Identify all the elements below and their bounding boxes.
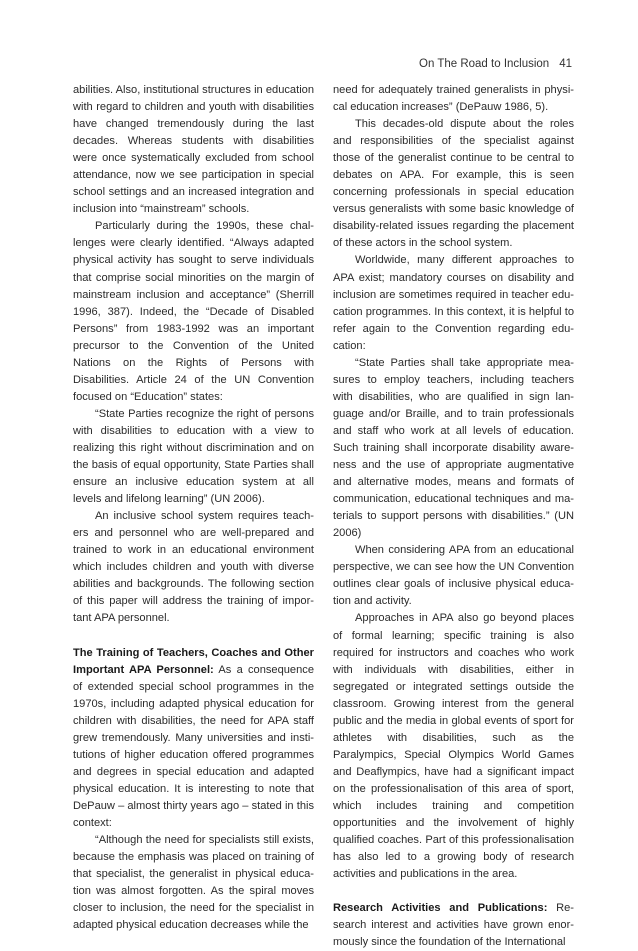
section-paragraph [333,900,574,951]
section-heading: The Training of Teachers, Coaches and Other Important APA Personnel: [73,646,314,676]
block-quote: “State Parties shall take appropriate measures to employ teachers, including teachers with disabilities, who are qualified in sign language and/or Braille, and to train professionals and staff who work at all levels of education. Such training shall incorporate disability awareness and the use of appropriate augmentative and alternative modes, means and formats of communication, educational techniques and materials to support persons with disabilities.” (UN 2006) [333,356,574,540]
block-quote: “State Parties recognize the right of persons with disabilities to education with a view to realizing this right without discrimination and on the basis of equal opportunity, State Parties shall ensure an inclusive education system at all levels and lifelong learning” (UN 2006). [73,407,314,506]
paragraph: abilities. Also, institutional structures in education with regard to children and youth with disabilities have changed tremendously during the last decades. Whereas students with disabilities were once systematically excluded from school attendance, now we see participation in special school settings and an increased integration and inclusion into “mainstream” schools. [73,84,314,216]
paragraph: When considering APA from an educational perspective, we can see how the UN Convention outlines clear goals of inclusive physical education and activity. [333,544,574,608]
section-heading: Research Activities and Publications: [333,902,548,915]
paragraph: Approaches in APA also go beyond places of formal learning; specific training is also required for instructors and coaches who work with individuals with disabilities, either in segregated or integrated settings outside the classroom. Growing interest from the general public and the media in global events of sport for athletes with disabilities, such as the Paralympics, Special Olympics World Games and Deaflympics, have had a significant impact on the professionalisation of this area of sport, which includes training and competition opportunities and the involvement of highly qualified coaches. Part of this professionalisation has also led to a growing body of research activities and publications in the area. [333,612,574,881]
paragraph: Worldwide, many different approaches to APA exist; mandatory courses on disability and inclusion are sometimes required in teacher education programmes. In this context, it is helpful to refer again to the Convention regarding education: [333,254,574,352]
paragraph: Particularly during the 1990s, these challenges were clearly identified. “Always adapted physical activity has sought to serve individuals that comprise social minorities on the margin of mainstream inclusion and acceptance” (Sherrill 1996, 387). Indeed, the “Decade of Disabled Persons” from 1983-1992 was an important precursor to the Convention of the United Nations on the Rights of Persons with Disabilities. Article 24 of the UN Convention focused on “Education” states: [73,220,314,403]
section-text: As a consequence of extended special school programmes in the 1970s, including adapted physical education for children with disabilities, the need for APA staff grew tremendously. Many universities and institutions of higher education offered programmes and degrees in special education and adapted physical education. It is interesting to note that DePauw – almost thirty years ago – stated in this context: [73,663,314,829]
page-number: 41 [559,58,572,70]
paragraph: This decades-old dispute about the roles and responsibilities of the specialist against those of the generalist continue to be central to debates on APA. For example, this is seen concerning professionals in special education versus generalists with some basic knowledge of disability-related issues regarding the placement of these actors in the school system. [333,118,574,250]
paragraph: need for adequately trained generalists in physical education increases” (DePauw 1986, 5). [333,84,574,114]
left-column [73,82,314,934]
running-header [419,58,572,70]
paragraph: An inclusive school system requires teachers and personnel who are well-prepared and trained to work in an educational environment which includes children and youth with diverse abilities and backgrounds. The following section of this paper will address the training of important APA personnel. [73,510,314,625]
block-quote: “Although the need for specialists still exists, because the emphasis was placed on training of that specialist, the generalist in physical education was almost forgotten. As the spiral moves closer to inclusion, the need for the specialist in adapted physical education decreases while the [73,834,314,932]
section-text: Research interest and activities have grown enormously since the foundation of the International [333,902,574,949]
running-title: On The Road to Inclusion [419,58,550,70]
right-column [333,82,574,951]
section-paragraph [73,645,314,833]
